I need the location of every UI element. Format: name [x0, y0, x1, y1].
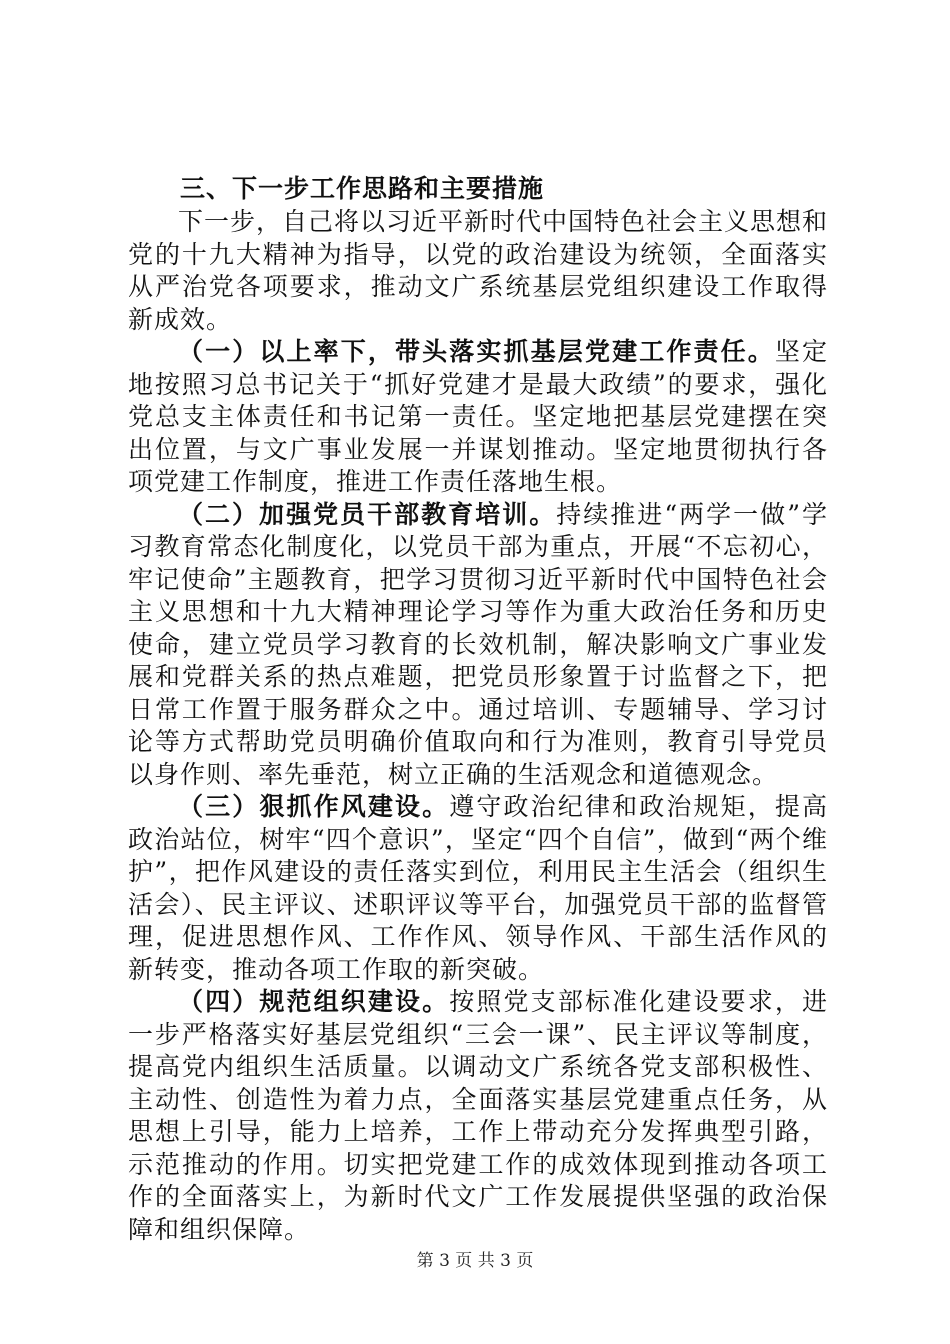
measure-body-3: 遵守政治纪律和政治规矩，提高政治站位，树牢“四个意识”，坚定“四个自信”，做到“两个维护”，把作风建设的责任落实到位，利用民主生活会（组织生活会）、民主评议、述职评议等平台，加强党员干部的监督管理，促进思想作风、工作作风、领导作风、干部生活作风的新转变，推动各项工作取的新突破。 [128, 792, 828, 984]
measure-body-4: 按照党支部标准化建设要求，进一步严格落实好基层党组织“三会一课”、民主评议等制度，提高党内组织生活质量。以调动文广系统各党支部积极性、主动性、创造性为着力点，全面落实基层党建重点任务，从思想上引导，能力上培养，工作上带动充分发挥典型引路，示范推动的作用。切实把党建工作的成效体现到推动各项工作的全面落实上，为新时代文广工作发展提供坚强的政治保障和组织保障。 [128, 987, 828, 1244]
section-title: 三、下一步工作思路和主要措施 [180, 174, 545, 203]
measure-paragraph-2 [128, 499, 828, 792]
measure-body-1: 坚定地按照习总书记关于“抓好党建才是最大政绩”的要求，强化党总支主体责任和书记第一责任。坚定地把基层党建摆在突出位置，与文广事业发展一并谋划推动。坚定地贯彻执行各项党建工作制度，推进工作责任落地生根。 [128, 337, 828, 496]
page-footer: 第 3 页 共 3 页 [416, 1251, 534, 1271]
intro-paragraph: 下一步，自己将以习近平新时代中国特色社会主义思想和党的十九大精神为指导，以党的政治建设为统领，全面落实从严治党各项要求，推动文广系统基层党组织建设工作取得新成效。 [128, 207, 829, 334]
measure-heading-4: （四）规范组织建设。 [178, 987, 450, 1016]
measure-paragraph-3 [128, 791, 828, 986]
document-body [128, 172, 828, 1246]
measure-paragraph-4 [128, 986, 828, 1246]
measure-heading-1: （一）以上率下，带头落实抓基层党建工作责任。 [178, 337, 775, 366]
measure-body-2: 持续推进“两学一做”学习教育常态化制度化，以党员干部为重点，开展“不忘初心，牢记使命”主题教育，把学习贯彻习近平新时代中国特色社会主义思想和十九大精神理论学习等作为重大政治任务和历史使命，建立党员学习教育的长效机制，解决影响文广事业发展和党群关系的热点难题，把党员形象置于讨监督之下，把日常工作置于服务群众之中。通过培训、专题辅导、学习讨论等方式帮助党员明确价值取向和行为准则，教育引导党员以身作则、率先垂范，树立正确的生活观念和道德观念。 [128, 499, 828, 789]
measure-heading-2: （二）加强党员干部教育培训。 [178, 499, 557, 529]
measure-heading-3: （三）狠抓作风建设。 [178, 792, 450, 821]
measure-paragraph-1 [128, 336, 828, 499]
